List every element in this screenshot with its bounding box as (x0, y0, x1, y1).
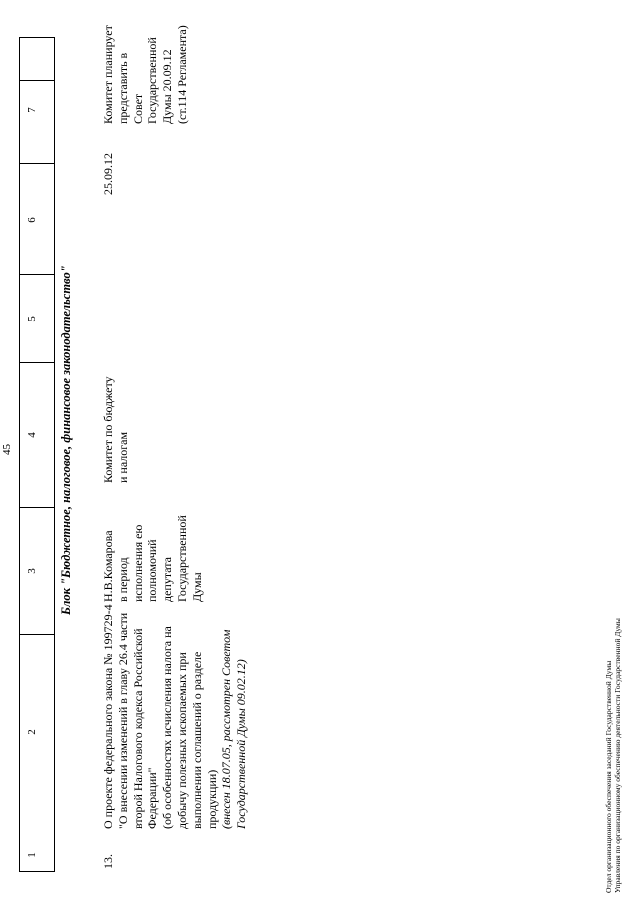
column-divider (20, 362, 54, 363)
column-divider (20, 274, 54, 275)
row-author: Н.В.Комарова в период исполнения ею полномочий депутата Государственной Думы (101, 515, 204, 602)
row-description: О проекте федерального закона № 199729-4 "О внесении изменений в главу 26.4 части второй Налогового кодекса Российской Федерации" (об особенностях исчисления налога на добычу полезных ископаемых при выполнении соглашений о разделе продукции) (внесен 18.07.05, рассмотрен Советом Государственной Думы 09.02.12) (101, 604, 249, 829)
column-divider (20, 80, 54, 81)
row-number: 13. (101, 854, 115, 869)
column-number: 6 (26, 217, 38, 223)
description-note: (внесен 18.07.05, рассмотрен Советом (219, 629, 234, 829)
row-committee: Комитет по бюджету и налогам (101, 376, 130, 483)
row-date: 25.09.12 (101, 153, 115, 195)
row-status: Комитет планирует представить в Совет Государственной Думы 20.09.12 (ст.114 Регламента) (101, 25, 189, 124)
column-number: 3 (26, 568, 38, 574)
footer: Отдел организационного обеспечения заседаний Государственной Думы Управления по организационному обеспечению деятельности Государственной Думы (604, 618, 622, 893)
column-divider (20, 634, 54, 635)
column-number-row (19, 37, 55, 872)
column-number: 2 (26, 729, 38, 735)
column-number: 5 (26, 316, 38, 322)
column-number: 1 (26, 852, 38, 858)
section-title: Блок "Бюджетное, налоговое, финансовое законодательство" (59, 265, 73, 615)
page-number: 45 (1, 444, 13, 455)
column-divider (20, 163, 54, 164)
column-number: 4 (26, 432, 38, 438)
column-number: 7 (26, 107, 38, 113)
column-divider (20, 507, 54, 508)
